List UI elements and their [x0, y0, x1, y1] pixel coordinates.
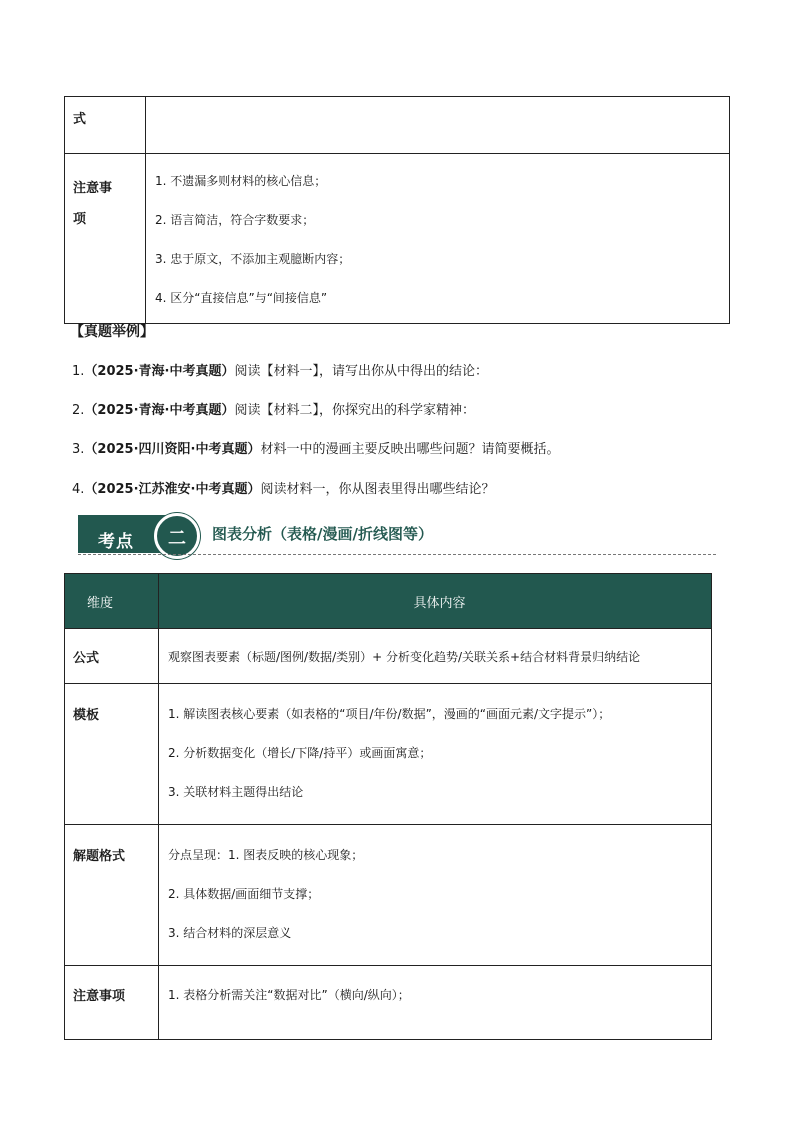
list-item: 3. 关联材料主题得出结论: [168, 785, 304, 799]
example-text: 阅读【材料二】，你探究出的科学家精神：: [234, 403, 475, 418]
row-label-answer-format: 解题格式: [65, 825, 159, 966]
row-content-notes: [159, 966, 712, 1040]
example-source-tag: （2025·青海·中考真题）: [84, 403, 235, 418]
list-item: 1. 不遗漏多则材料的核心信息；: [155, 174, 327, 188]
example-number: 1.: [72, 364, 85, 379]
list-item: 1. 解读图表核心要素（如表格的“项目/年份/数据”，漫画的“画面元素/文字提示”）；: [168, 707, 611, 721]
example-item: [72, 360, 488, 379]
list-item: 2. 语言简洁，符合字数要求；: [155, 213, 315, 227]
example-text: 阅读【材料一】，请写出你从中得出的结论：: [234, 364, 488, 379]
list-item: 3. 忠于原文，不添加主观臆断内容；: [155, 252, 351, 266]
example-text: 阅读材料一，你从图表里得出哪些结论？: [260, 482, 495, 497]
row-content-notes: [146, 154, 730, 324]
list-item: 分点呈现：1. 图表反映的核心现象；: [168, 848, 364, 862]
example-source-tag: （2025·青海·中考真题）: [84, 364, 235, 379]
row-label-line: 注意事: [73, 181, 113, 196]
example-source-tag: （2025·四川资阳·中考真题）: [84, 442, 261, 457]
table-row: [65, 825, 712, 966]
table-row: [65, 629, 712, 684]
table-row: [65, 154, 730, 324]
row-label-line: 项: [73, 212, 87, 227]
section-title: 图表分析（表格/漫画/折线图等）: [212, 525, 433, 543]
row-label-format: 式: [65, 97, 146, 154]
chart-analysis-table: [64, 573, 712, 1040]
list-item: 3. 结合材料的深层意义: [168, 926, 292, 940]
table-row: [65, 966, 712, 1040]
example-source-tag: （2025·江苏淮安·中考真题）: [84, 482, 261, 497]
example-text: 材料一中的漫画主要反映出哪些问题？请简要概括。: [260, 442, 560, 457]
example-item: [72, 399, 475, 418]
row-content-formula: 观察图表要素（标题/图例/数据/类别）+ 分析变化趋势/关联关系+结合材料背景归纳结论: [159, 629, 712, 684]
row-content-format: [146, 97, 730, 154]
list-item: 4. 区分“直接信息”与“间接信息”: [155, 291, 328, 305]
method-table-continued: [64, 96, 730, 324]
section-badge-label: 考点: [98, 532, 134, 552]
example-item: [72, 478, 494, 497]
list-item: 2. 具体数据/画面细节支撑；: [168, 887, 320, 901]
example-number: 3.: [72, 442, 85, 457]
example-number: 2.: [72, 403, 85, 418]
row-label-notes: 注意事项: [65, 966, 159, 1040]
section-number: 二: [168, 528, 186, 549]
table-row: [65, 684, 712, 825]
examples-heading: 【真题举例】: [70, 324, 154, 340]
table-row: [65, 97, 730, 154]
row-content-template: [159, 684, 712, 825]
section-banner: [78, 513, 718, 557]
list-item: 2. 分析数据变化（增长/下降/持平）或画面寓意；: [168, 746, 432, 760]
list-item: 1. 表格分析需关注“数据对比”（横向/纵向）；: [168, 988, 410, 1002]
row-label-notes: [65, 154, 146, 324]
section-divider: [78, 554, 716, 555]
section-number-circle: [154, 513, 200, 559]
row-label-template: 模板: [65, 684, 159, 825]
column-header-dimension: 维度: [65, 574, 159, 629]
table-header-row: [65, 574, 712, 629]
example-number: 4.: [72, 482, 85, 497]
row-label-formula: 公式: [65, 629, 159, 684]
column-header-content: 具体内容: [159, 574, 712, 629]
example-item: [72, 438, 559, 457]
row-content-answer-format: [159, 825, 712, 966]
